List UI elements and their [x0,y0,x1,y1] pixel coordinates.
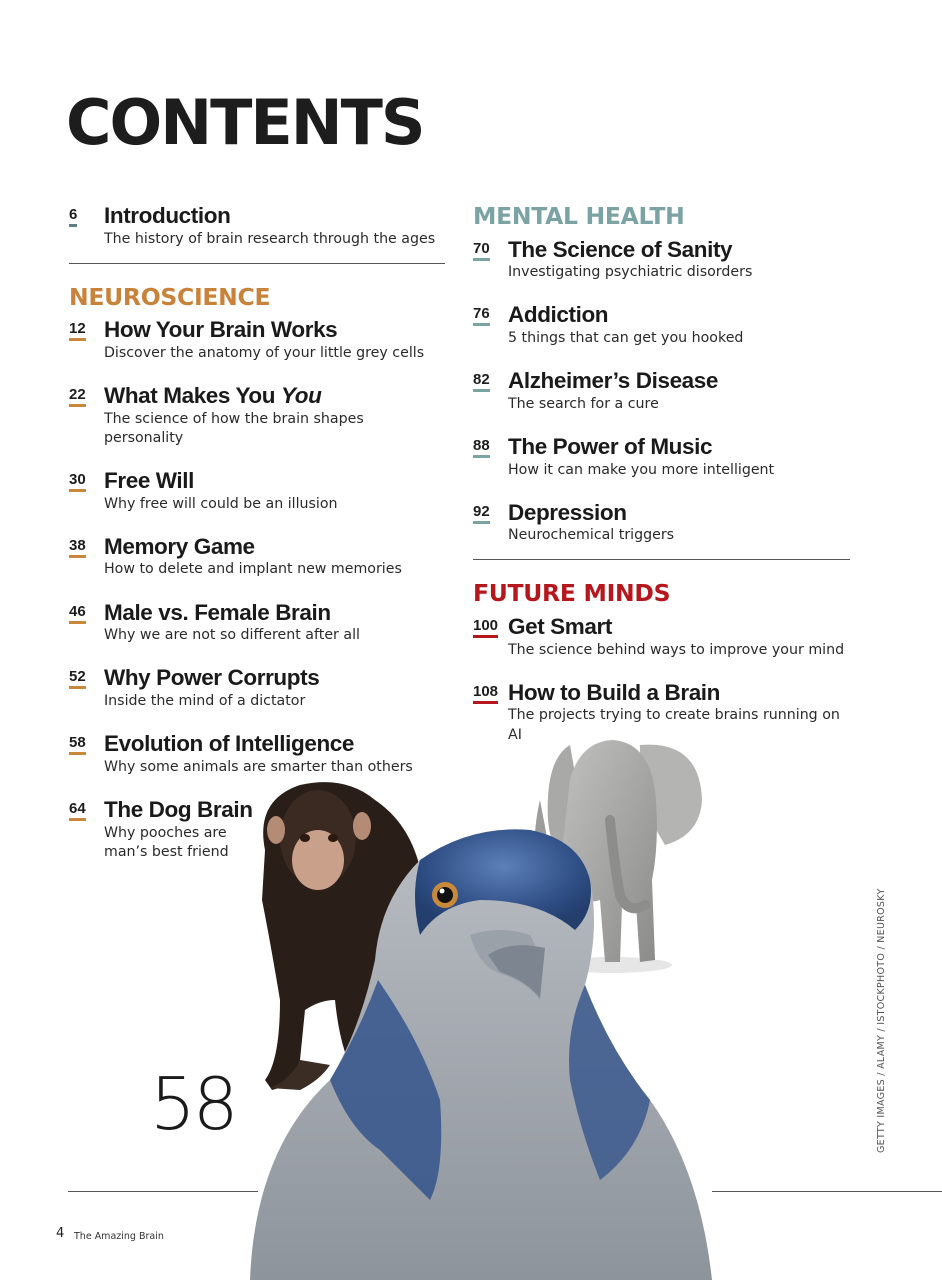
entry-description: Discover the anatomy of your little grey cells [104,344,425,361]
entry-description: Why some animals are smarter than others [104,758,413,775]
entry-title: Free Will [104,468,194,494]
entry-description: How it can make you more intelligent [508,461,775,478]
entry-title: How to Build a Brain [508,679,721,705]
page-number: 82 [473,372,490,392]
entry-title: The Dog Brain [104,797,253,823]
entry-description: The history of brain research through the ages [104,230,436,247]
photo-page-reference: 58 [150,1062,236,1146]
toc-entry[interactable] [69,384,447,448]
entry-title: Evolution of Intelligence [104,731,355,757]
section-heading-future-minds: FUTURE MINDS [473,579,671,608]
entry-description: Investigating psychiatric disorders [508,264,753,281]
entry-description: Why free will could be an illusion [104,495,338,512]
toc-entry-introduction[interactable] [69,204,447,249]
page-number: 92 [473,504,490,524]
section-divider [69,263,445,264]
entry-title-text: What Makes You [104,383,276,409]
section-divider [473,559,850,560]
page-number: 12 [69,321,86,341]
page-number: 46 [69,604,86,624]
toc-entry[interactable] [69,601,447,646]
toc-entry[interactable] [69,469,447,514]
page-number: 88 [473,438,490,458]
entry-title: Addiction [508,302,609,328]
entry-title-emphasis: You [280,383,322,409]
entry-description: The search for a cure [508,395,659,412]
page-number: 38 [69,538,86,558]
page-number: 76 [473,306,490,326]
toc-entry[interactable] [473,238,851,283]
toc-entry[interactable] [473,369,851,414]
entry-title: Introduction [104,203,231,228]
toc-entry[interactable] [69,535,447,580]
entry-description: The science behind ways to improve your mind [508,641,845,658]
toc-entry[interactable] [473,435,851,480]
entry-title: Alzheimer’s Disease [508,368,719,394]
left-column [69,204,447,883]
entry-description: How to delete and implant new memories [104,561,402,578]
toc-entry[interactable] [473,681,851,745]
entry-title: Memory Game [104,533,255,559]
entry-title [104,384,447,408]
footer-publication-name: The Amazing Brain [74,1231,164,1242]
entry-title: Male vs. Female Brain [104,599,331,625]
page-number: 70 [473,241,490,261]
page-number: 58 [69,735,86,755]
toc-entry[interactable] [69,798,447,862]
entry-description: The projects trying to create brains running on AI [508,707,840,743]
toc-entry[interactable] [473,615,851,660]
entry-description [104,824,447,862]
toc-entry[interactable] [69,732,447,777]
entry-title: How Your Brain Works [104,317,338,343]
entry-description: Neurochemical triggers [508,527,675,544]
entry-description-line: Why pooches are [104,824,227,841]
page-title: CONTENTS [66,86,424,159]
photo-credit: GETTY IMAGES / ALAMY / ISTOCKPHOTO / NEUROSKY [876,888,887,1153]
bird-image [250,829,712,1280]
toc-entry[interactable] [69,666,447,711]
toc-entry[interactable] [69,318,447,363]
entry-title: The Power of Music [508,433,713,459]
entry-description: 5 things that can get you hooked [508,329,744,346]
page-number: 100 [473,618,498,638]
toc-entry[interactable] [473,303,851,348]
toc-entry[interactable] [473,501,851,546]
entry-title: Get Smart [508,613,612,639]
section-heading-neuroscience: NEUROSCIENCE [69,282,271,311]
entry-description-line: man’s best friend [104,843,229,860]
section-heading-mental-health: MENTAL HEALTH [473,202,685,230]
entry-title: Why Power Corrupts [104,665,320,691]
entry-description: Inside the mind of a dictator [104,693,306,710]
page-number: 6 [69,207,77,227]
entry-title: The Science of Sanity [508,236,733,262]
page-number: 22 [69,387,86,407]
footer-page-number: 4 [56,1226,65,1241]
entry-description: The science of how the brain shapes personality [104,410,364,446]
footer-rule-right [712,1191,942,1192]
entry-description: Why we are not so different after all [104,627,360,644]
right-column [473,202,851,766]
page-number: 64 [69,801,86,821]
entry-title: Depression [508,499,627,525]
page-number: 108 [473,684,498,704]
footer-rule-left [68,1191,258,1192]
page-number: 30 [69,472,86,492]
elephant-image [534,740,702,973]
page-number: 52 [69,669,86,689]
